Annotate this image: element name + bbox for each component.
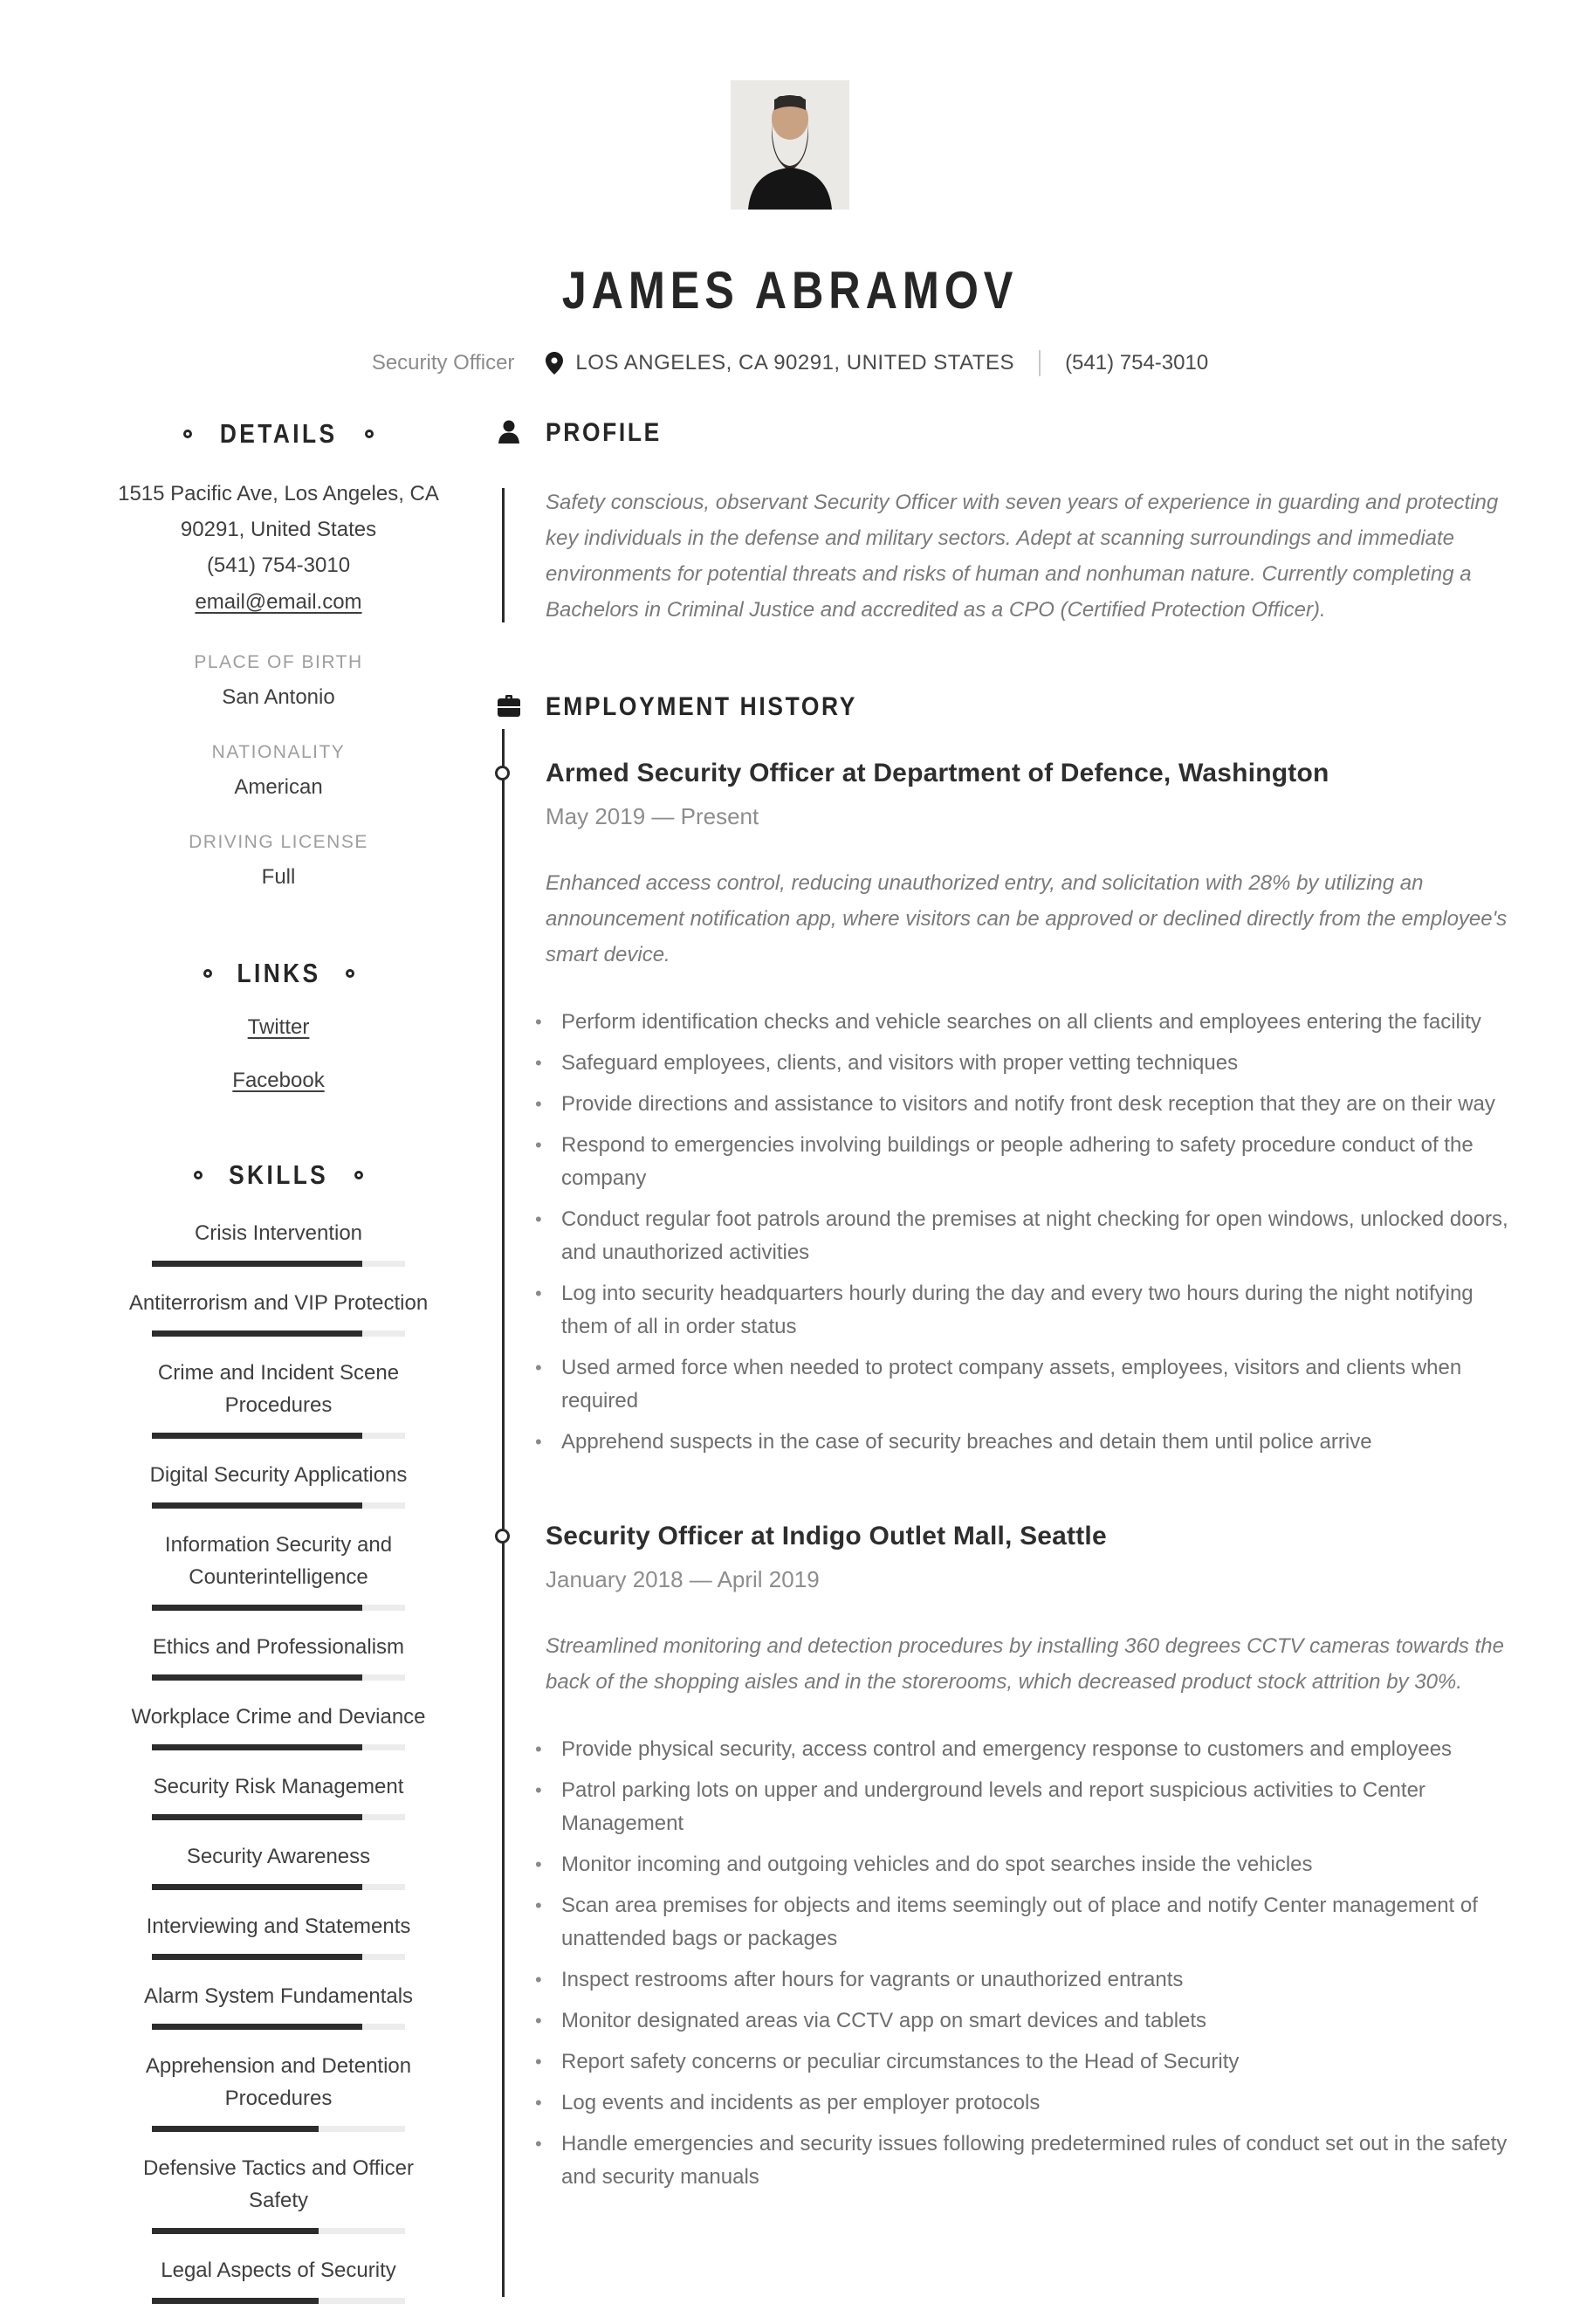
details-heading [116,418,441,450]
skill-item [116,1840,441,1890]
details-fields [116,652,441,890]
portrait-photo-placeholder [731,80,849,210]
skill-item [116,2254,441,2304]
job-entry [546,759,1508,1459]
skill-bar-track [152,1330,405,1337]
skill-bar-fill [152,1605,362,1611]
phone-text: (541) 754-3010 [1065,351,1209,375]
job-dates: May 2019 — Present [546,803,759,829]
candidate-name: JAMES ABRAMOV [561,261,1019,320]
skill-bar-track [152,1674,405,1681]
social-link[interactable]: Twitter [247,1015,310,1039]
skill-name: Defensive Tactics and Officer Safety [143,2156,414,2212]
job-bullet: • Conduct regular foot patrols around the premises at night checking for open windows, unlocked doors, and unauthorized activities [561,1203,1508,1269]
skill-item [116,1459,441,1509]
skill-bar-track [152,2024,405,2030]
skill-name: Workplace Crime and Deviance [131,1705,426,1729]
skill-bar-fill [152,1261,362,1267]
ring-icon [194,1171,203,1179]
location-pin-icon [546,352,563,375]
details-heading-text: DETAILS [219,418,338,449]
skill-item [116,1357,441,1439]
job-bullet: • Report safety concerns or peculiar circumstances to the Head of Security [561,2046,1508,2079]
skill-bar-fill [152,1502,362,1509]
sidebar [0,418,441,2324]
ring-icon [183,430,192,438]
person-icon [496,419,522,445]
job-summary: Streamlined monitoring and detection procedures by installing 360 degrees CCTV cameras towards the back of the shopping aisles and in the storerooms, which decreased product stock attrition by 30%. [546,1634,1504,1694]
skill-name: Apprehension and Detention Procedures [145,2054,412,2110]
detail-field [116,652,441,710]
skill-bar-fill [152,1814,362,1820]
skill-bar-track [152,1814,405,1820]
skill-name: Digital Security Applications [149,1463,408,1487]
details-section [116,418,441,890]
resume-header [0,0,1580,376]
job-bullet: • Log events and incidents as per employer protocols [561,2087,1508,2120]
job-bullet: • Monitor designated areas via CCTV app on smart devices and tablets [561,2004,1508,2038]
skill-bar-fill [152,2024,362,2030]
job-bullet: • Provide physical security, access control and emergency response to customers and employees [561,1733,1508,1766]
employment-heading [546,692,1508,722]
ring-icon [365,430,374,438]
skill-bar-fill [152,1954,362,1960]
job-bullet: • Respond to emergencies involving buildings or people adhering to safety procedure conduct of the company [561,1129,1508,1195]
job-bullet: • Provide directions and assistance to visitors and notify front desk reception that they are on their way [561,1088,1508,1121]
skill-bar-fill [152,1884,362,1890]
briefcase-icon [496,693,522,719]
skill-name: Crime and Incident Scene Procedures [157,1361,400,1417]
links-list [116,1015,441,1093]
skill-bar-fill [152,1433,362,1439]
profile-heading-text: PROFILE [546,418,662,447]
skill-name: Security Risk Management [153,1775,404,1798]
skill-item [116,1980,441,2030]
skill-bar-track [152,2126,405,2132]
skill-bar-fill [152,1330,362,1337]
ring-icon [354,1171,363,1179]
header-subline [0,350,1580,376]
skill-bar-fill [152,2228,319,2234]
job-title: Security Officer at Indigo Outlet Mall, Seattle [546,1522,1107,1550]
skill-name: Legal Aspects of Security [161,2259,396,2282]
skill-bar-track [152,1884,405,1890]
skills-section [116,1159,441,2304]
job-title-text: Security Officer [371,351,515,375]
skill-bar-track [152,1744,405,1750]
job-dates: January 2018 — April 2019 [546,1566,820,1592]
detail-field-value: American [234,775,323,799]
job-bullet: • Inspect restrooms after hours for vagrants or unauthorized entrants [561,1963,1508,1997]
detail-field-value: Full [261,865,296,889]
job-bullet: • Scan area premises for objects and items seemingly out of place and notify Center management of unattended bags or packages [561,1889,1508,1956]
skill-bar-fill [152,2126,319,2132]
skills-list [116,1217,441,2304]
skill-item [116,1529,441,1611]
job-summary: Enhanced access control, reducing unauthorized entry, and solicitation with 28% by utilizing an announcement notification app, where visitors can be approved or declined directly from the employee's smart device. [546,871,1508,966]
job-bullet: • Used armed force when needed to protect company assets, employees, visitors and clients when required [561,1351,1508,1418]
skills-heading [116,1159,441,1191]
social-link[interactable]: Facebook [232,1069,325,1092]
links-heading [116,958,441,989]
ring-icon [203,969,212,978]
job-bullet: • Apprehend suspects in the case of security breaches and detain them until police arrive [561,1426,1508,1459]
skills-heading-text: SKILLS [228,1159,329,1190]
detail-field-label: DRIVING LICENSE [189,832,368,852]
skill-bar-track [152,1605,405,1611]
skill-bar-track [152,2298,405,2304]
subline-divider [1039,350,1041,376]
skill-name: Ethics and Professionalism [152,1635,405,1659]
job-bullet: • Patrol parking lots on upper and underground levels and report suspicious activities to Center Management [561,1774,1508,1840]
contact-block [116,476,441,620]
location-text: LOS ANGELES, CA 90291, UNITED STATES [575,351,1015,375]
skill-name: Alarm System Fundamentals [143,1984,414,2008]
main-column [441,418,1580,2324]
skill-item [116,2152,441,2234]
job-bullet-list [546,1006,1508,1459]
links-section [116,958,441,1093]
profile-text: Safety conscious, observant Security Officer with seven years of experience in guarding and protecting key individuals in the defense and military sectors. Adept at scanning surroundings and immediate environments for potential threats and risks of human and nonhuman nature. Currently completing a Bachelors in Criminal Justice and accredited as a CPO (Certified Protection Officer). [546,491,1499,622]
skill-bar-track [152,1954,405,1960]
skill-item [116,1910,441,1960]
profile-section [546,418,1508,628]
phone-line: (541) 754-3010 [206,553,351,577]
ring-icon [346,969,354,978]
skill-bar-track [152,1502,405,1509]
skill-bar-fill [152,1744,362,1750]
job-bullet: • Safeguard employees, clients, and visitors with proper vetting techniques [561,1047,1508,1080]
job-bullet: • Perform identification checks and vehicle searches on all clients and employees entering the facility [561,1006,1508,1039]
job-bullet: • Log into security headquarters hourly during the day and every two hours during the night notifying them of all in order status [561,1277,1508,1344]
employment-section [546,692,1508,2194]
employment-timeline [546,759,1508,2194]
skill-name: Security Awareness [186,1845,371,1868]
skill-bar-track [152,2228,405,2234]
skill-bar-fill [152,1674,362,1681]
job-bullet: • Monitor incoming and outgoing vehicles and do spot searches inside the vehicles [561,1848,1508,1881]
profile-body [546,485,1508,628]
email-link[interactable]: email@email.com [195,590,362,614]
employment-heading-text: EMPLOYMENT HISTORY [546,692,858,721]
skill-name: Antiterrorism and VIP Protection [128,1291,429,1315]
detail-field-label: PLACE OF BIRTH [194,652,363,672]
detail-field [116,742,441,800]
skill-item [116,1771,441,1820]
skill-item [116,1631,441,1681]
skill-item [116,1217,441,1267]
job-title: Armed Security Officer at Department of Defence, Washington [546,759,1329,787]
skill-bar-fill [152,2298,319,2304]
links-heading-text: LINKS [236,958,321,988]
skill-item [116,1701,441,1750]
detail-field [116,832,441,890]
job-bullet-list [546,1733,1508,2194]
skill-item [116,2050,441,2132]
skill-bar-track [152,1433,405,1439]
skill-name: Crisis Intervention [194,1221,363,1245]
job-bullet: • Handle emergencies and security issues following predetermined rules of conduct set out in the safety and security manuals [561,2128,1508,2194]
address-text: 1515 Pacific Ave, Los Angeles, CA 90291, United States [118,482,439,541]
job-entry [546,1522,1508,2194]
skill-name: Interviewing and Statements [146,1915,411,1938]
skill-item [116,1287,441,1337]
detail-field-value: San Antonio [222,685,335,709]
detail-field-label: NATIONALITY [211,742,346,762]
skill-name: Information Security and Counterintelligence [164,1533,393,1589]
profile-photo [731,80,849,210]
skill-bar-track [152,1261,405,1267]
profile-heading [546,418,1508,448]
